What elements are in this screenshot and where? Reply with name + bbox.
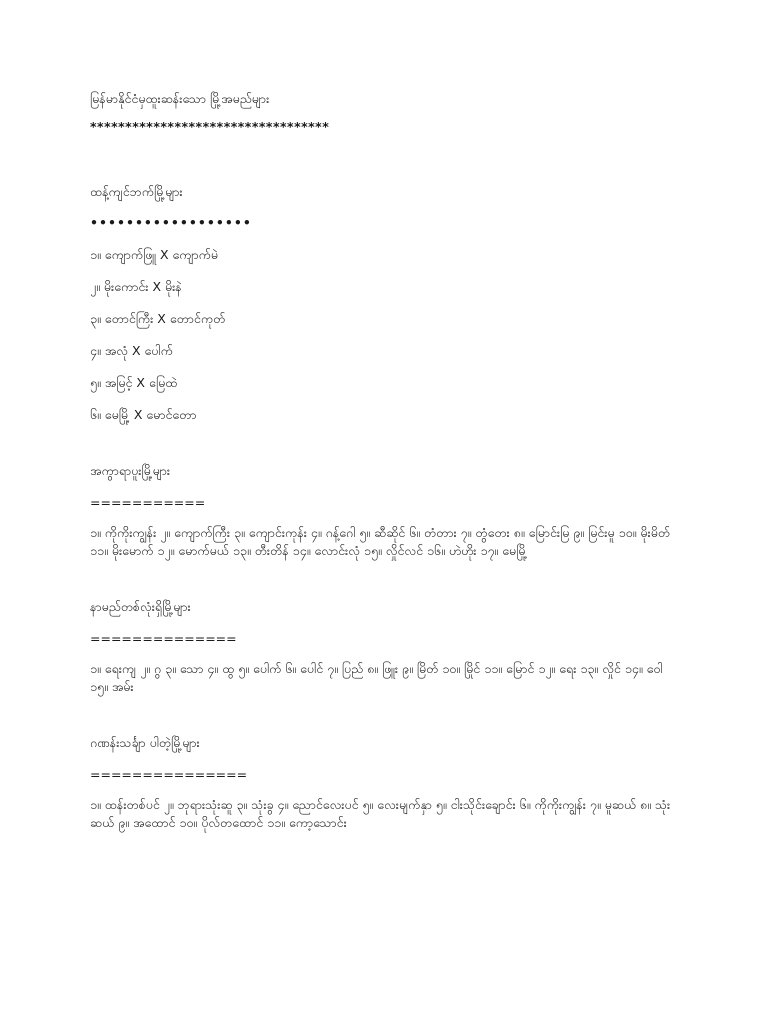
section-heading-repeated-letters: အကွာရာပူးမြို့များ bbox=[90, 463, 171, 478]
section-heading-single-syllable: နာမည်တစ်လုံးရှိမြို့များ bbox=[90, 599, 191, 614]
section-separator-dots: •••••••••••••••••• bbox=[90, 215, 252, 230]
list-item: ၅။ အမြင့် X မြေထဲ bbox=[90, 375, 178, 390]
list-item: ၁။ ကျောက်ဖြူ X ကျောက်မဲ bbox=[90, 247, 219, 262]
section-separator-equals: =============== bbox=[90, 767, 248, 782]
document-page bbox=[90, 90, 680, 832]
section-heading-numbers: ဂဏန်းသင်္ချာ ပါတဲ့မြို့များ bbox=[90, 735, 200, 750]
section-paragraph: ၁။ ရေးကျ ၂။ ဂွ ၃။ သော ၄။ ထွ ၅။ ပေါက် ၆။ ပေါင် ၇။ ပြည် ၈။ ဖြူး ၉။ မြိတ် ၁၀။ မြိုင် ၁၁။ မြောင် ၁၂။ ရေး ၁၃။ လှိုင် ၁၄။ ဝေါ ၁၅။ အမ်း bbox=[90, 661, 663, 694]
list-item: ၄။ အလုံ X ပေါက် bbox=[90, 343, 173, 358]
section-separator-equals: ============== bbox=[90, 631, 237, 646]
list-item: ၆။ မေမြို့ X မောင်တော bbox=[90, 407, 197, 422]
section-paragraph: ၁။ ကိုကိုးကျွန်း ၂။ ကျောက်ကြီး ၃။ ကျောင်းကုန်း ၄။ ဂန့်ဂေါ ၅။ ဆီဆိုင် ၆။ တံတား ၇။ တွံတေး ၈။ မြောင်းမြ ၉။ မြင်းမူ ၁၀။ မိုးမိတ် ၁၁။ မိုးမောက် ၁၂။ မောက်မယ် ၁၃။ တီးတိန် ၁၄။ လောင်းလုံ ၁၅။ လှိုင်လင် ၁၆။ ဟဲဟိုး ၁၇။ မေမြို့ bbox=[90, 525, 671, 558]
list-item: ၂။ မိုးကောင်း X မိုးနဲ bbox=[90, 279, 182, 294]
document-title: မြန်မာနိုင်ငံမှထူးဆန်းသော မြို့အမည်များ bbox=[90, 91, 270, 106]
section-paragraph: ၁။ ထန်းတစ်ပင် ၂။ ဘုရားသုံးဆူ ၃။ သုံးခွ ၄။ ညောင်လေးပင် ၅။ လေးမျက်နှာ ၅။ ငါးသိုင်းချောင်း ၆။ ကိုကိုးကျွန်း ၇။ မူဆယ် ၈။ သုံးဆယ် ၉။ အထောင် ၁၀။ ပိုလ်တထောင် ၁၁။ ကော့သောင်း bbox=[90, 797, 671, 830]
title-underline-stars: ********************************** bbox=[90, 119, 330, 134]
section-heading-opposites: ထန့်ကျင်ဘက်မြို့များ bbox=[90, 184, 183, 199]
section-separator-equals: =========== bbox=[90, 495, 206, 510]
list-item: ၃။ တောင်ကြီး X တောင်ကုတ် bbox=[90, 311, 226, 326]
